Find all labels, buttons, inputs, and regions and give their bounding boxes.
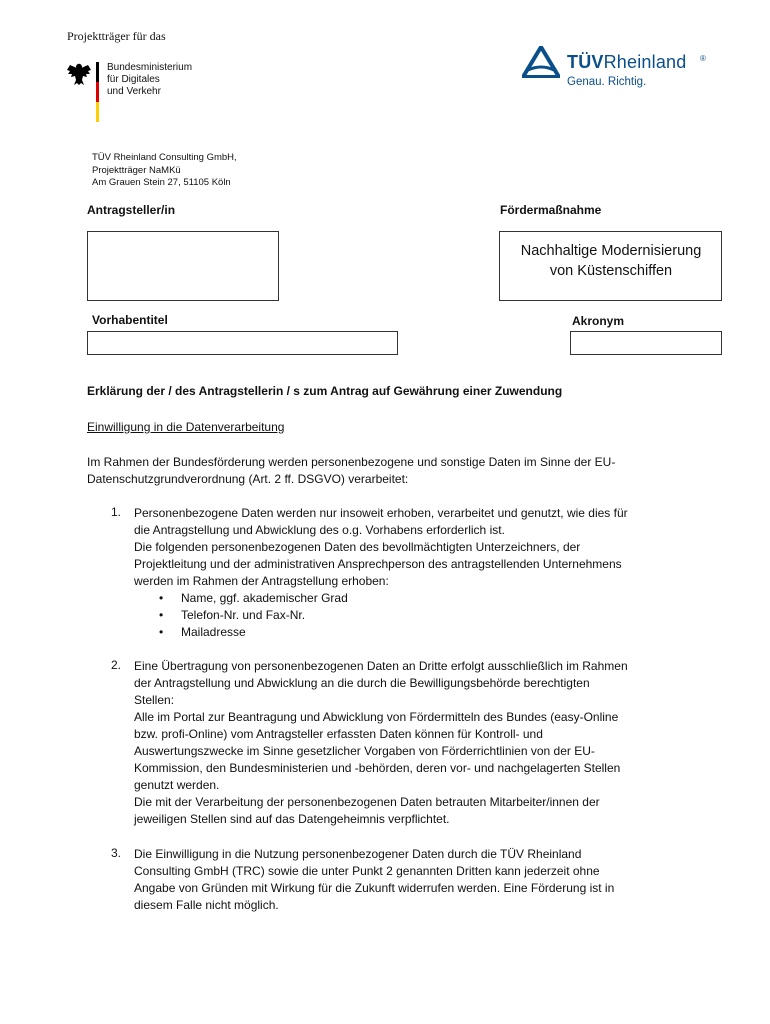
address-block [92, 152, 237, 190]
item-number: 2. [111, 658, 122, 672]
bullet-item: • Mailadresse [134, 624, 674, 641]
tuv-slogan: Genau. Richtig. [567, 76, 647, 88]
intro-line-2: Datenschutzgrundverordnung (Art. 2 ff. DSGVO) verarbeitet: [87, 472, 409, 486]
item-number: 3. [111, 846, 122, 860]
item-3-line-2: Consulting GmbH (TRC) sowie die unter Punkt 2 genannten Dritten kann jederzeit ohne [134, 864, 600, 878]
item-2-line-8: genutzt werden. [134, 778, 220, 792]
item-3-line-1: Die Einwilligung in die Nutzung personenbezogener Daten durch die TÜV Rheinland [134, 847, 582, 861]
foerdermassnahme-value-line-1: Nachhaltige Modernisierung [520, 243, 702, 259]
intro-paragraph [87, 454, 677, 488]
flag-gold-stripe [96, 102, 99, 122]
item-number: 1. [111, 505, 122, 519]
tuv-triangle-logo-icon [522, 46, 560, 78]
flag-red-stripe [96, 82, 99, 102]
ministry-line-3: und Verkehr [107, 86, 161, 97]
intro-line-1: Im Rahmen der Bundesförderung werden personenbezogene und sonstige Daten im Sinne der EU- [87, 455, 616, 469]
foerdermassnahme-value [500, 241, 722, 281]
foerdermassnahme-label: Fördermaßnahme [500, 203, 602, 217]
flag-black-stripe [96, 62, 99, 82]
ministry-line-1: Bundesministerium [107, 62, 193, 73]
ministry-name [107, 62, 192, 98]
item-2-line-7: Kommission, den Bundesministerien und -behörden, deren vor- und nachgelagerten Stellen [134, 761, 621, 775]
tuv-brand-rest: Rheinland [603, 52, 687, 72]
item-2-line-6: Auswertungszwecke im Sinne gesetzlicher Vorgaben von Förderrichtlinien von der EU- [134, 744, 595, 758]
federal-eagle-icon [66, 62, 92, 86]
item-1-line-5: werden im Rahmen der Antragstellung erhoben: [134, 574, 389, 588]
item-1-line-3: Die folgenden personenbezogenen Daten des bevollmächtigten Unterzeichners, der [134, 540, 581, 554]
antragsteller-field[interactable] [87, 231, 279, 301]
item-2-text [134, 658, 674, 828]
bullet-item: • Telefon-Nr. und Fax-Nr. [134, 607, 674, 624]
item-2-line-1: Eine Übertragung von personenbezogenen Daten an Dritte erfolgt ausschließlich im Rahmen [134, 659, 628, 673]
item-2-line-9: Die mit der Verarbeitung der personenbezogenen Daten betrauten Mitarbeiter/innen der [134, 795, 600, 809]
german-flag-bar [96, 62, 99, 122]
item-3-text [134, 846, 674, 914]
item-1-line-1: Personenbezogene Daten werden nur insoweit erhoben, verarbeitet und genutzt, wie dies für [134, 506, 628, 520]
address-line-2: Projektträger NaMKü [92, 164, 181, 176]
vorhabentitel-field[interactable] [87, 331, 398, 355]
item-1-line-2: die Antragstellung und Abwicklung des o.g. Vorhabens erforderlich ist. [134, 523, 505, 537]
item-3-line-3: Angabe von Gründen mit Wirkung für die Zukunft widerrufen werden. Eine Förderung ist in [134, 881, 615, 895]
vorhabentitel-label: Vorhabentitel [92, 313, 168, 327]
item-2-line-5: bzw. profi-Online) vom Antragsteller erfassten Daten können für Kontroll- und [134, 727, 543, 741]
item-1-bullet-list [134, 590, 674, 641]
item-2-line-3: Stellen: [134, 693, 175, 707]
ministry-line-2: für Digitales [107, 74, 160, 85]
antragsteller-label: Antragsteller/in [87, 203, 176, 217]
item-2-line-4: Alle im Portal zur Beantragung und Abwicklung von Fördermitteln des Bundes (easy-Online [134, 710, 619, 724]
bullet-item: • Name, ggf. akademischer Grad [134, 590, 674, 607]
declaration-subtitle: Einwilligung in die Datenverarbeitung [87, 420, 285, 434]
item-2-line-2: der Antragstellung und Abwicklung an die durch die Bewilligungsbehörde berechtigten [134, 676, 590, 690]
address-line-3: Am Grauen Stein 27, 51105 Köln [92, 177, 231, 188]
tuv-brand-name [567, 52, 686, 73]
item-2-line-10: jeweiligen Stellen sind auf das Datengeheimnis verpflichtet. [134, 812, 450, 826]
projekttraeger-label: Projektträger für das [67, 29, 166, 43]
akronym-label: Akronym [572, 314, 625, 328]
tuv-registered-mark: ® [700, 54, 706, 63]
address-line-1: TÜV Rheinland Consulting GmbH, [92, 152, 237, 163]
item-1-text [134, 505, 674, 641]
akronym-field[interactable] [570, 331, 722, 355]
foerdermassnahme-value-line-2: von Küstenschiffen [549, 263, 673, 279]
declaration-title: Erklärung der / des Antragstellerin / s zum Antrag auf Gewährung einer Zuwendung [87, 384, 563, 398]
item-3-line-4: diesem Falle nicht möglich. [134, 898, 279, 912]
tuv-brand-bold: TÜV [567, 52, 604, 72]
item-1-line-4: Projektleitung und der administrativen Ansprechperson des antragstellenden Unternehmens [134, 557, 622, 571]
